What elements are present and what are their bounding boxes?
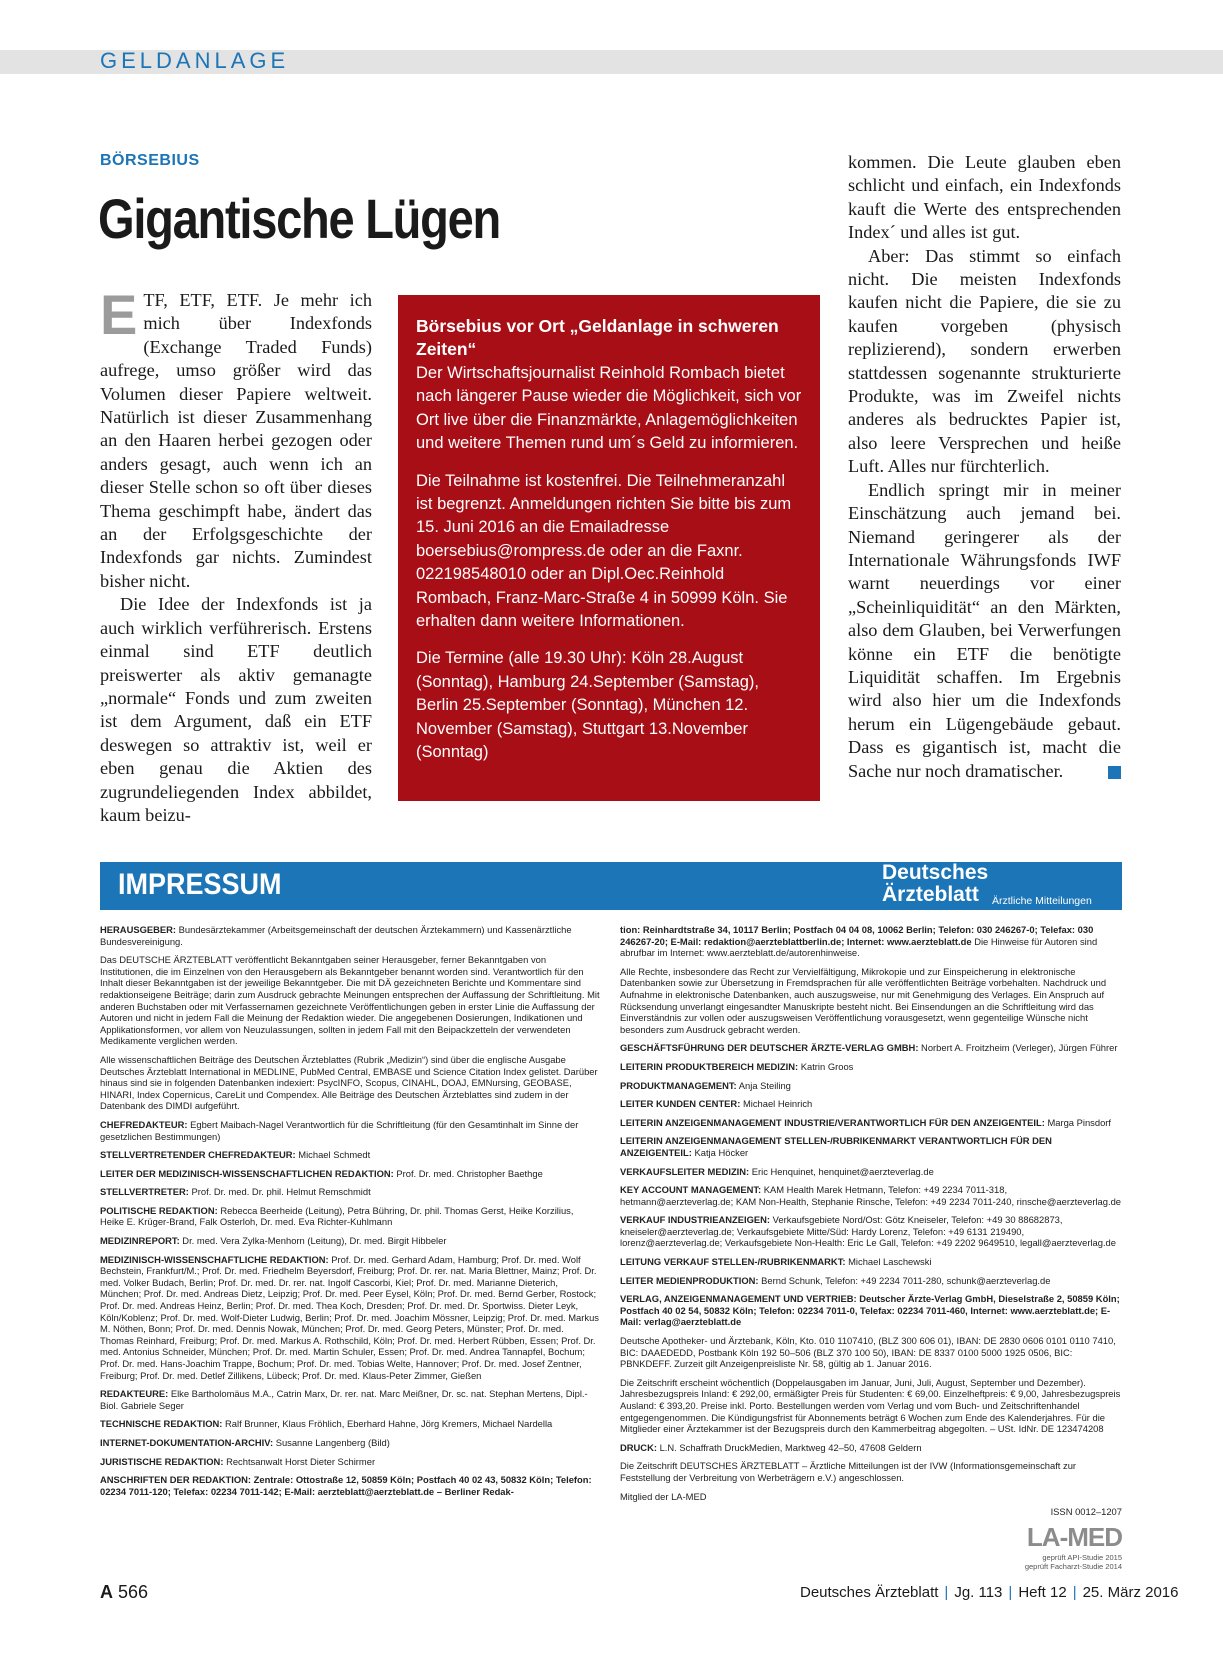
impressum-text: Die Hinweise für Autoren sind abrufbar im Internet: www.aerzteblatt.de/autorenhinweise. <box>620 935 1098 959</box>
section-label: GELDANLAGE <box>100 48 290 73</box>
impressum-text: Michael Heinrich <box>742 1098 813 1110</box>
footer-citation: Deutsches Ärzteblatt | Jg. 113 | Heft 12 | 25. März 2016 <box>800 1584 1179 1601</box>
impressum-entry <box>620 1442 1122 1454</box>
impressum-entry <box>100 1235 600 1247</box>
impressum-entry <box>100 1168 600 1180</box>
impressum-text: Die Zeitschrift erscheint wöchentlich (Doppelausgaben im Januar, Juni, Juli, August, September und Dezember). Jahresbezugspreis Inland: € 292,00, ermäßigter Preis für Studenten: € 69,00. Einzelheftpreis: € 9,00, Jahresbezugspreis Ausland: € 393,20. Preise inkl. Porto. Bestellungen werden vom Verlag und vom Buch- und Zeitschriftenhandel entgegengenommen. Die Kündigungsfrist für Abonnements beträgt 6 Wochen zum Ende des Kalenderjahres. Für die Mitglieder einer Ärztekammer ist der Bezugspreis durch den Kammerbeitrag abgegolten. – USt. IdNr. DE 123474208 <box>620 1376 1121 1435</box>
impressum-heading: LEITERIN PRODUKTBEREICH MEDIZIN: <box>620 1060 799 1072</box>
impressum-entry <box>100 1474 600 1497</box>
impressum-heading: VERKAUFSLEITER MEDIZIN: <box>620 1165 750 1177</box>
impressum-heading: CHEFREDAKTEUR: <box>100 1118 188 1130</box>
article-kicker: BÖRSEBIUS <box>100 152 200 169</box>
impressum-heading: LEITER KUNDEN CENTER: <box>620 1098 741 1110</box>
impressum-entry <box>100 954 600 1047</box>
paragraph: Endlich springt mir in meiner Einschätzung auch jemand bei. Niemand geringerer als der Internationale Währungsfonds IWF warnt neuerdings vor einer „Scheinliquidität“ an den Märkten, also dem Glauben, bei Verwerfungen könne ein ETF die benötigte Liquidität schaffen. Im Ergebnis wird also hier um die Indexfonds herum ein Lügengebäude gebaut. Dass es gigantisch ist, macht die Sache nur noch dramatischer. <box>848 479 1121 781</box>
impressum-entry <box>620 1293 1122 1328</box>
infobox-paragraph: Die Termine (alle 19.30 Uhr): Köln 28.August (Sonntag), Hamburg 24.September (Samstag), Berlin 25.September (Sonntag), München 12. November (Samstag), Stuttgart 13.November (Sonntag) <box>416 649 759 762</box>
impressum-entry <box>620 1135 1122 1158</box>
impressum-text: Rechtsanwalt Horst Dieter Schirmer <box>226 1455 376 1467</box>
impressum-text: Mitglied der LA-MED <box>620 1490 707 1502</box>
impressum-heading: LEITERIN ANZEIGENMANAGEMENT STELLEN-/RUBRIKENMARKT VERANTWORTLICH FÜR DEN ANZEIGENTEIL: <box>620 1135 1052 1158</box>
impressum-heading: HERAUSGEBER: <box>100 924 177 935</box>
impressum-text: Susanne Langenberg (Bild) <box>275 1436 390 1448</box>
impressum-text: Anja Steiling <box>738 1079 791 1091</box>
impressum-heading: LEITUNG VERKAUF STELLEN-/RUBRIKENMARKT: <box>620 1256 846 1268</box>
impressum-text: Bundesärztekammer (Arbeitsgemeinschaft der deutschen Ärztekammern) und Kassenärztliche Bundesvereinigung. <box>100 924 572 947</box>
paragraph: TF, ETF, ETF. Je mehr ich mich über Indexfonds (Exchange Traded Funds) aufrege, umso größer wird das Volumen dieser Papiere weltweit. Natürlich ist dieser Zusammenhang an den Haaren herbei gezogen oder anders gesagt, auch wenn ich an dieser Stelle schon so oft über dieses Thema geschimpft habe, ändert das an der Erfolgsgeschichte der Indexfonds gar nichts. Zumindest bisher nicht. <box>100 290 372 591</box>
impressum-entry <box>100 1205 600 1228</box>
impressum-entry <box>620 1098 1122 1110</box>
impressum-heading: LEITER DER MEDIZINISCH-WISSENSCHAFTLICHEN REDAKTION: <box>100 1167 394 1179</box>
impressum-left-column <box>100 924 600 1504</box>
impressum-entry <box>620 1491 1122 1503</box>
infobox-paragraph: Die Teilnahme ist kostenfrei. Die Teilnehmeranzahl ist begrenzt. Anmeldungen richten Sie bitte bis zum 15. Juni 2016 an die Emailadresse boersebius@rompress.de oder an die Faxnr. 022198548010 oder an Dipl.Oec.Reinhold Rombach, Franz-Marc-Straße 4 in 50999 Köln. Sie erhalten dann weitere Informationen. <box>416 471 792 631</box>
impressum-text: Katja Höcker <box>694 1146 749 1158</box>
impressum-entry <box>100 1388 600 1411</box>
impressum-heading: PRODUKTMANAGEMENT: <box>620 1079 737 1091</box>
impressum-text: Ralf Brunner, Klaus Fröhlich, Eberhard Hahne, Jörg Kremers, Michael Nardella <box>225 1418 553 1430</box>
impressum-entry <box>620 1184 1122 1207</box>
impressum-entry <box>100 1437 600 1449</box>
impressum-text: Prof. Dr. med. Gerhard Adam, Hamburg; Prof. Dr. med. Wolf Bechstein, Frankfurt/M.; Prof. Dr. med. Friedhelm Beyersdorf, Freiburg; Prof. Dr. rer. nat. Maria Blettner, Mainz; Prof. Dr. med. Volker Budach, Berlin; Prof. Dr. med. Dr. rer. nat. Ingolf Cascorbi, Kiel; Prof. Dr. med. Marianne Dieterich, München; Prof. Dr. med. Andreas Dietz, Leipzig; Prof. Dr. med. Peer Eysel, Köln; Prof. Dr. med. Bernd Gerber, Rostock; Prof. Dr. med. Andreas Heinz, Berlin; Prof. Dr. med. Thea Koch, Dresden; Prof. Dr. med. Dr. Sportwiss. Dieter Leyk, Köln/Koblenz; Prof. Dr. med. Wolf-Dieter Ludwig, Berlin; Prof. Dr. med. Joachim Mössner, Leipzig; Prof. Dr. med. Markus M. Nöthen, Bonn; Prof. Dr. med. Dennis Nowak, München; Prof. Dr. med. Georg Peters, Münster; Prof. Dr. med. Thomas Reinhard, Freiburg; Prof. Dr. med. Markus A. Rothschild, Köln; Prof. Dr. med. Herbert Rübben, Essen; Prof. Dr. med. Antonius Schneider, München; Prof. Dr. med. Martin Schuler, Essen; Prof. Dr. med. Andrea Tannapfel, Bochum; Prof. Dr. med. Hans-Joachim Trappe, Bochum; Prof. Dr. med. Tobias Welte, Hannover; Prof. Dr. med. Josef Zentner, Freiburg; Prof. Dr. med. Detlef Zillikens, Lübeck; Prof. Dr. med. Klaus-Peter Zimmer, Gießen <box>100 1253 599 1381</box>
impressum-entry <box>620 1275 1122 1287</box>
impressum-entry <box>620 1335 1122 1370</box>
impressum-entry <box>100 1119 600 1142</box>
impressum-text: Alle Rechte, insbesondere das Recht zur Vervielfältigung, Mikrokopie und zur Einspeicherung in elektronische Datenbanken sowie zur Übersetzung in Fremdsprachen für alle veröffentlichten Beiträge vorbehalten. Nachdruck und Aufnahme in elektronische Datenbanken, auch auszugsweise, nur mit Genehmigung des Verlages. Ein Anspruch auf Rücksendung unverlangt eingesandter Manuskripte besteht nicht. Bei Einsendungen an die Schriftleitung wird das Einverständnis zur vollen oder auszugsweisen Veröffentlichung vorausgesetzt, wenn gegenteilige Wünsche nicht besonders zum Ausdruck gebracht werden. <box>620 965 1107 1035</box>
impressum-text: Rebecca Beerheide (Leitung), Petra Bühring, Dr. phil. Thomas Gerst, Heike Korzilius, Heike E. Krüger-Brand, Falk Osterloh, Dr. med. Eva Richter-Kuhlmann <box>100 1204 574 1228</box>
impressum-text: Verkaufsgebiete Nord/Ost: Götz Kneiseler, Telefon: +49 30 88682873, kneiseler@aerzteverlag.de; Verkaufsgebiete Mitte/Süd: Hardy Lorenz, Telefon: +49 6131 219490, lorenz@aerzteverlag.de; Verkaufsgebiete Non-Health: Eric Le Gall, Telefon: +49 2202 9649510, legall@aerzteverlag.de <box>620 1214 1116 1249</box>
impressum-text: Michael Laschewski <box>848 1256 932 1268</box>
impressum-entry <box>620 924 1122 959</box>
impressum-entry <box>100 1149 600 1161</box>
impressum-entry <box>620 1214 1122 1249</box>
impressum-heading: STELLVERTRETER: <box>100 1186 189 1198</box>
impressum-text: Marga Pinsdorf <box>1047 1116 1112 1128</box>
article-column-1 <box>100 283 372 827</box>
impressum-entry <box>100 1418 600 1430</box>
impressum-entry <box>620 1256 1122 1268</box>
impressum-heading: LEITERIN ANZEIGENMANAGEMENT INDUSTRIE/VERANTWORTLICH FÜR DEN ANZEIGENTEIL: <box>620 1116 1045 1128</box>
impressum-heading: STELLVERTRETENDER CHEFREDAKTEUR: <box>100 1149 296 1161</box>
impressum-text: Das DEUTSCHE ÄRZTEBLATT veröffentlicht Bekanntgaben seiner Herausgeber, ferner Bekanntgaben von Institutionen, die im Einzelnen von den Herausgebern als Bekanntgeber benannt worden sind. Verantwortlich für den Inhalt dieser Bekanntgaben ist der jeweilige Bekanntgeber. Die mit DÄ gezeichneten Berichte und Kommentare sind redaktionseigene Beiträge; darin zum Ausdruck gebrachte Meinungen entsprechen der Auffassung der Schriftleitung. Mit anderen Buchstaben oder mit Verfassernamen gezeichnete Veröffentlichungen geben in erster Linie die Auffassung der Autoren und nicht in jedem Fall die Meinung der Redaktion wieder. Die angegebenen Dosierungen, Indikationen und Applikationsformen, vor allem von Neuzulassungen, sollten in jedem Fall mit den Beipackzetteln der verwendeten Medikamente verglichen werden. <box>100 954 600 1047</box>
impressum-heading: DRUCK: <box>620 1441 657 1453</box>
impressum-heading: INTERNET-DOKUMENTATION-ARCHIV: <box>100 1436 274 1448</box>
end-mark-icon <box>1108 766 1121 779</box>
impressum-title: IMPRESSUM <box>118 868 282 901</box>
impressum-entry <box>620 1117 1122 1129</box>
impressum-text: Bernd Schunk, Telefon: +49 2234 7011-280, schunk@aerzteverlag.de <box>761 1274 1051 1286</box>
article-title: Gigantische Lügen <box>98 187 500 250</box>
impressum-text: Elke Bartholomäus M.A., Catrin Marx, Dr. rer. nat. Marc Meißner, Dr. sc. nat. Stephan Mertens, Dipl.-Biol. Gabriele Seger <box>100 1388 588 1411</box>
impressum-text: Prof. Dr. med. Christopher Baethge <box>396 1167 543 1179</box>
impressum-heading: GESCHÄFTSFÜHRUNG DER DEUTSCHER ÄRZTE-VERLAG GMBH: <box>620 1042 919 1054</box>
paragraph: Die Idee der Indexfonds ist ja auch wirklich verführerisch. Erstens einmal sind ETF deutlich preiswerter als aktiv gemanagte „normale“ Fonds und zum zweiten ist dem Argument, daß ein ETF deswegen so attraktiv ist, weil er eben genau die Aktien des zugrundeliegenden Index abbildet, kaum beizu- <box>100 594 372 825</box>
impressum-heading: MEDIZINISCH-WISSENSCHAFTLICHE REDAKTION: <box>100 1253 329 1265</box>
impressum-text: Deutsche Apotheker- und Ärztebank, Köln, Kto. 010 1107410, (BLZ 300 606 01), IBAN: DE 2830 0606 0101 0110 7410, BIC: DAAEDEDD, Postbank Köln 192 50–506 (BLZ 370 100 50), IBAN: DE 8337 0100 5000 1925 0506, BIC: PBNKDEFF. Zurzeit gilt Anzeigenpreisliste Nr. 58, gültig ab 1. Januar 2016. <box>620 1335 1116 1370</box>
impressum-entry <box>620 1460 1122 1483</box>
impressum-heading: REDAKTEURE: <box>100 1388 169 1400</box>
impressum-entry <box>100 1254 600 1382</box>
paragraph: kommen. Die Leute glauben eben schlicht und einfach, ein Indexfonds kauft die Werte des entsprechenden Index´ und alles ist gut. <box>848 152 1121 243</box>
event-infobox <box>398 295 820 801</box>
page-number: A 566 <box>100 1582 149 1602</box>
impressum-text: Alle wissenschaftlichen Beiträge des Deutschen Ärzteblattes (Rubrik „Medizin“) sind über die englische Ausgabe Deutsches Ärzteblatt International in MEDLINE, PubMed Central, EMBASE und Science Citation Index gelistet. Darüber hinaus sind sie in folgenden Datenbanken indexiert: PsycINFO, Scopus, CINAHL, DOAJ, EMNursing, GEOBASE, HINARI, Index Copernicus, CareLit und Compendex. Alle Beiträge des Deutschen Ärzteblattes sind zudem in der Datenbank des DIMDI aufgeführt. <box>100 1053 598 1112</box>
impressum-entry <box>100 1054 600 1112</box>
impressum-heading: POLITISCHE REDAKTION: <box>100 1204 218 1216</box>
la-med-logo: ISSN 0012–1207 LA-MED geprüft API-Studie 2015 geprüft Facharzt-Studie 2014 <box>1010 1507 1122 1571</box>
impressum-heading: VERKAUF INDUSTRIEANZEIGEN: <box>620 1214 771 1226</box>
impressum-text: Prof. Dr. med. Dr. phil. Helmut Remschmidt <box>191 1186 371 1198</box>
impressum-text: Norbert A. Froitzheim (Verleger), Jürgen Führer <box>921 1042 1118 1054</box>
impressum-entry <box>620 1166 1122 1178</box>
impressum-entry <box>100 1186 600 1198</box>
journal-logo: Deutsches Ärzteblatt Ärztliche Mitteilungen <box>882 861 1092 907</box>
impressum-right-column <box>620 924 1122 1509</box>
impressum-text: Egbert Maibach-Nagel Verantwortlich für die Schriftleitung (für den Gesamtinhalt im Sinne der gesetzlichen Bestimmungen) <box>100 1118 579 1142</box>
issn: ISSN 0012–1207 <box>1050 1506 1122 1517</box>
impressum-text: L.N. Schaffrath DruckMedien, Marktweg 42–50, 47608 Geldern <box>659 1441 922 1453</box>
infobox-title: Börsebius vor Ort „Geldanlage in schweren Zeiten“ <box>416 316 779 359</box>
impressum-heading: VERLAG, ANZEIGENMANAGEMENT UND VERTRIEB: Deutscher Ärzte-Verlag GmbH, Dieselstraße 2, 50859 Köln; Postfach 40 02 54, 50832 Köln; Telefon: 02234 7011-0, Telefax: 02234 7011-460, Internet: www.aerzteblatt.de; E-Mail: verlag@aerzteblatt.de <box>620 1293 1120 1328</box>
impressum-entry <box>620 1042 1122 1054</box>
impressum-entry <box>100 1456 600 1468</box>
infobox-paragraph: Der Wirtschaftsjournalist Reinhold Rombach bietet nach längerer Pause wieder die Möglichkeit, sich vor Ort live über die Finanzmärkte, Anlagemöglichkeiten und weitere Themen rund um´s Geld zu informieren. <box>416 364 802 453</box>
impressum-entry <box>620 1377 1122 1435</box>
impressum-heading: LEITER MEDIENPRODUKTION: <box>620 1274 759 1286</box>
impressum-text: Michael Schmedt <box>298 1149 371 1161</box>
impressum-text: KAM Health Marek Hetmann, Telefon: +49 2234 7011-318, hetmann@aerzteverlag.de; KAM Non-Health, Stephanie Rinsche, Telefon: +49 2234 7011-240, rinsche@aerzteverlag.de <box>620 1184 1122 1207</box>
impressum-heading: tion: Reinhardtstraße 34, 10117 Berlin; Postfach 04 04 08, 10062 Berlin; Telefon: 030 246267-0; Telefax: 030 246267-20; E-Mail: redaktion@aerzteblattberlin.de; Internet: www.aerzteblatt.de <box>620 924 1094 947</box>
impressum-heading: TECHNISCHE REDAKTION: <box>100 1418 223 1430</box>
impressum-heading: KEY ACCOUNT MANAGEMENT: <box>620 1184 762 1196</box>
impressum-text: Dr. med. Vera Zylka-Menhorn (Leitung), Dr. med. Birgit Hibbeler <box>182 1235 447 1247</box>
impressum-entry <box>620 966 1122 1036</box>
impressum-heading: MEDIZINREPORT: <box>100 1235 180 1247</box>
paragraph: Aber: Das stimmt so einfach nicht. Die meisten Indexfonds kaufen nicht die Papiere, die sie zu kaufen vorgeben (physisch replizierend), sondern erwerben stattdessen sogenannte strukturierte Produkte, was im Zweifel nichts anderes als bedrucktes Papier ist, also leere Versprechen und heiße Luft. Alles nur fürchterlich. <box>848 245 1121 477</box>
article-column-3 <box>848 151 1121 783</box>
impressum-text: Katrin Groos <box>800 1060 854 1072</box>
impressum-entry <box>100 924 600 947</box>
impressum-heading: ANSCHRIFTEN DER REDAKTION: Zentrale: Ottostraße 12, 50859 Köln; Postfach 40 02 43, 50832 Köln; Telefon: 02234 7011-120; Telefax: 02234 7011-142; E-Mail: aerzteblatt@aerzteblatt.de – Berliner Redak- <box>100 1474 592 1497</box>
impressum-text: Die Zeitschrift DEUTSCHES ÄRZTEBLATT – Ärztliche Mitteilungen ist der IVW (Informationsgemeinschaft zur Feststellung der Verbreitung von Werbeträgern e.V.) angeschlossen. <box>620 1460 1077 1483</box>
impressum-heading: JURISTISCHE REDAKTION: <box>100 1455 224 1467</box>
drop-cap: E <box>100 283 138 346</box>
impressum-entry <box>620 1080 1122 1092</box>
impressum-entry <box>620 1061 1122 1073</box>
impressum-text: Eric Henquinet, henquinet@aerzteverlag.de <box>751 1165 934 1177</box>
